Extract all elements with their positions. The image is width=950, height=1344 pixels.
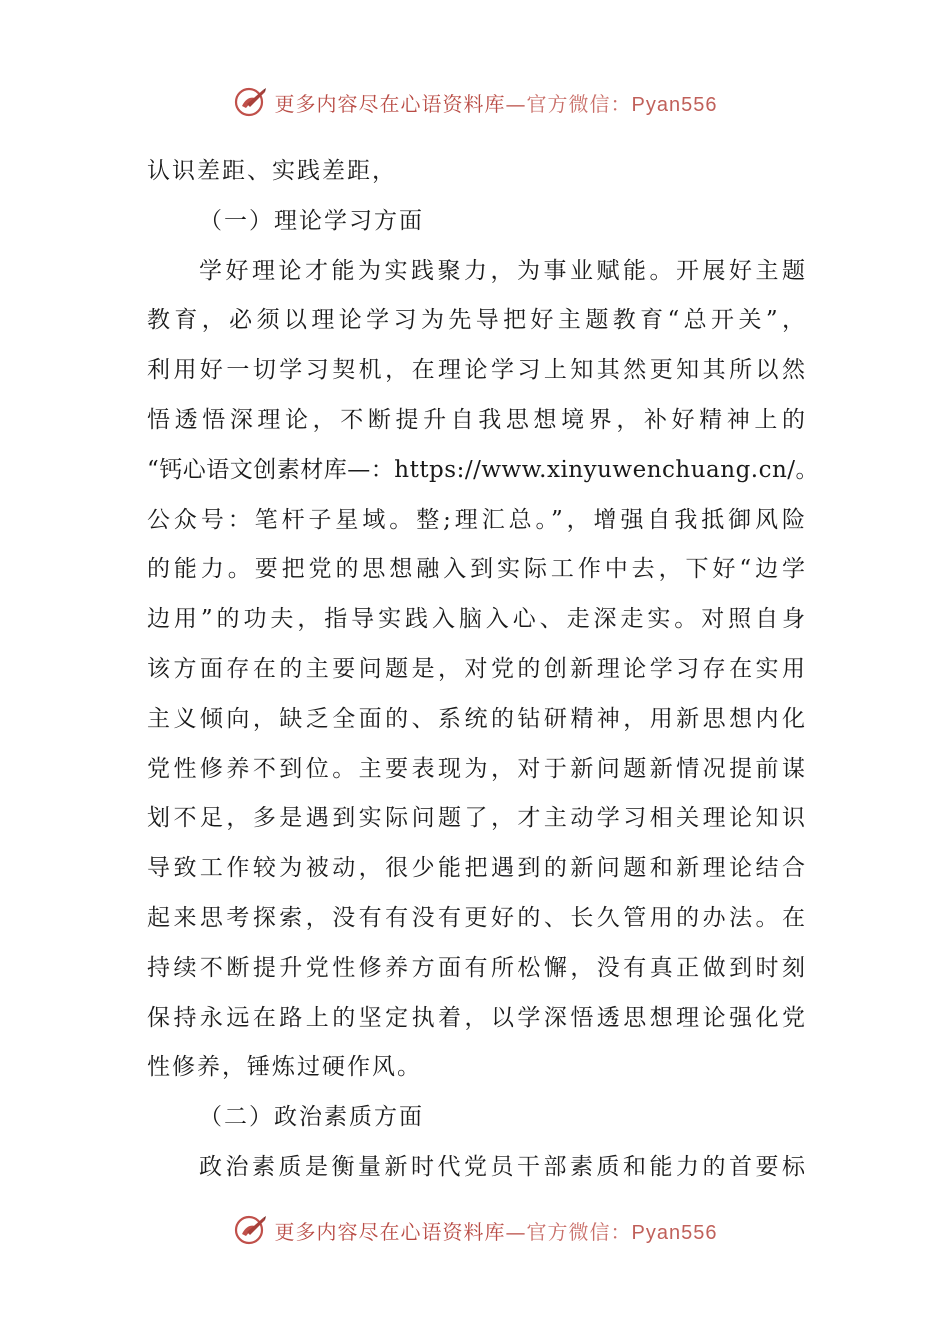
body-line: 边用”的功夫，指导实践入脑入心、走深走实。对照自身 xyxy=(147,606,807,633)
body-line: 教育，必须以理论学习为先导把好主题教育“总开关”， xyxy=(147,307,807,334)
body-line: 保持永远在路上的坚定执着，以学深悟透思想理论强化党 xyxy=(147,1004,807,1031)
body-line: “钙心语文创素材库—：https://www.xinyuwenchuang.cn/。 xyxy=(147,456,820,483)
body-line: 起来思考探索，没有有没有更好的、长久管用的办法。在 xyxy=(147,904,807,931)
body-line: 划不足，多是遇到实际问题了，才主动学习相关理论知识 xyxy=(147,805,807,832)
pen-logo-icon xyxy=(233,84,269,120)
body-line: 学好理论才能为实践聚力，为事业赋能。开展好主题 xyxy=(199,257,807,284)
body-line: 公众号：笔杆子星域。整;理汇总。”，增强自我抵御风险 xyxy=(147,506,807,533)
watermark-wechat-label: 官方微信： xyxy=(526,1219,632,1244)
footer-watermark xyxy=(0,1210,950,1250)
watermark-site-text: 更多内容尽在心语资料库— xyxy=(274,91,527,116)
watermark-group xyxy=(233,1212,718,1248)
body-line: 该方面存在的主要问题是，对党的创新理论学习存在实用 xyxy=(147,655,807,682)
section-heading-1: （一）理论学习方面 xyxy=(199,207,424,234)
watermark-wechat-label: 官方微信： xyxy=(526,91,632,116)
watermark-text xyxy=(275,1216,718,1245)
watermark-group xyxy=(233,84,718,120)
body-line: 性修养，锤炼过硬作风。 xyxy=(147,1054,422,1081)
pen-logo-icon xyxy=(233,1212,269,1248)
document-body xyxy=(147,147,820,1193)
body-line: 悟透悟深理论，不断提升自我思想境界，补好精神上的 xyxy=(147,406,807,433)
body-line: 认识差距、实践差距， xyxy=(147,158,397,184)
body-line: 持续不断提升党性修养方面有所松懈，没有真正做到时刻 xyxy=(147,954,807,981)
section-heading-2: （二）政治素质方面 xyxy=(199,1104,424,1131)
watermark-handle: Pyan556 xyxy=(631,1221,718,1244)
body-line: 导致工作较为被动，很少能把遇到的新问题和新理论结合 xyxy=(147,855,807,882)
body-line: 主义倾向，缺乏全面的、系统的钻研精神，用新思想内化 xyxy=(147,705,807,732)
body-line: 党性修养不到位。主要表现为，对于新问题新情况提前谋 xyxy=(147,755,807,782)
header-watermark xyxy=(0,82,950,122)
body-line: 政治素质是衡量新时代党员干部素质和能力的首要标 xyxy=(199,1153,807,1180)
body-line: 的能力。要把党的思想融入到实际工作中去，下好“边学 xyxy=(147,556,807,583)
watermark-handle: Pyan556 xyxy=(631,93,718,116)
watermark-text xyxy=(275,88,718,117)
watermark-site-text: 更多内容尽在心语资料库— xyxy=(274,1219,527,1244)
body-line: 利用好一切学习契机，在理论学习上知其然更知其所以然 xyxy=(147,357,807,384)
